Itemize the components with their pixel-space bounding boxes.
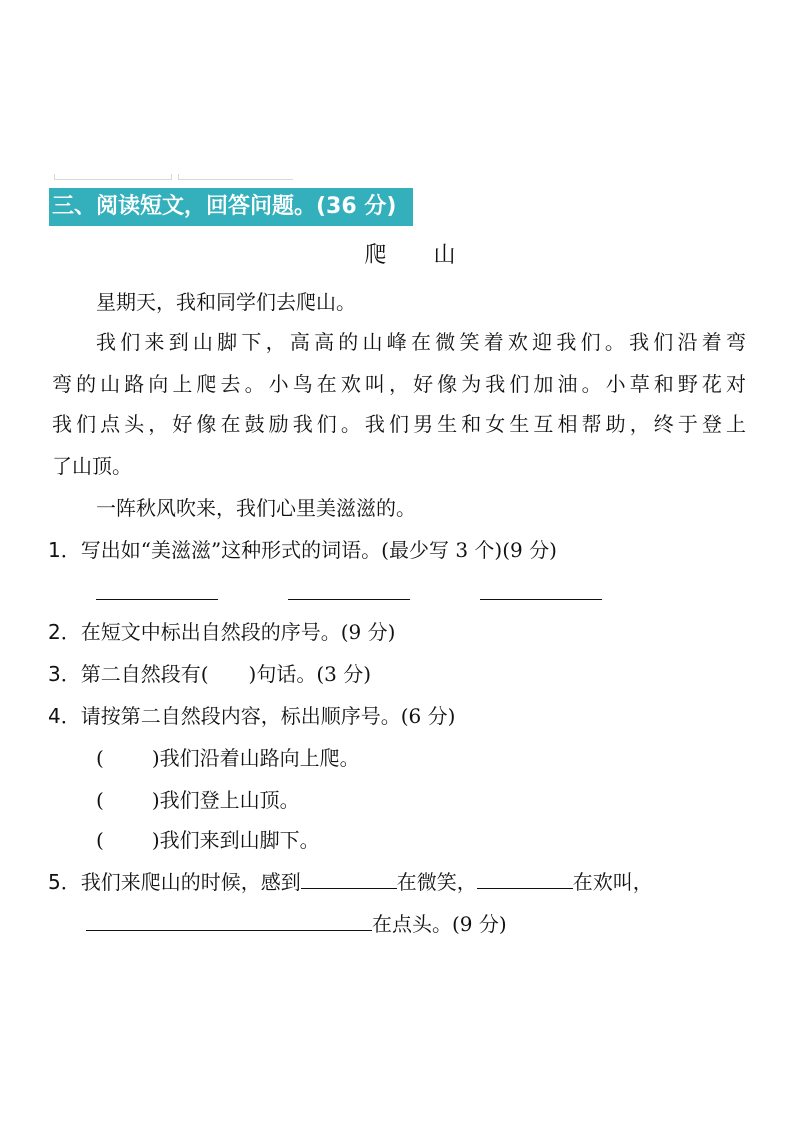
question-text-d: 在点头。(9 分) — [372, 912, 507, 936]
question-number: 4． — [48, 704, 81, 728]
answer-blank[interactable] — [477, 866, 573, 889]
question-number: 1． — [48, 538, 81, 562]
order-item-text: 我们登上山顶。 — [159, 788, 300, 812]
question-number: 3． — [48, 662, 81, 686]
question-1 — [48, 530, 557, 570]
order-item-text: 我们来到山脚下。 — [159, 828, 320, 852]
question-text: 在短文中标出自然段的序号。(9 分) — [80, 620, 396, 644]
question-number: 5． — [48, 870, 81, 894]
answer-blank[interactable] — [301, 866, 397, 889]
passage-title: 爬 山 — [364, 243, 476, 268]
order-close-paren: ) — [151, 788, 160, 812]
header-rule-right — [178, 174, 293, 180]
question-text-before: 第二自然段有( — [80, 662, 209, 686]
answer-blank[interactable] — [288, 598, 410, 600]
question-text-a: 我们来爬山的时候，感到 — [80, 870, 301, 894]
passage-paragraph-1: 星期天，我和同学们去爬山。 — [96, 290, 356, 314]
order-open-paren: ( — [96, 828, 104, 852]
order-close-paren: ) — [151, 746, 160, 770]
order-close-paren: ) — [151, 828, 160, 852]
question-text: 写出如“美滋滋”这种形式的词语。(最少写 3 个)(9 分) — [80, 538, 557, 562]
answer-blank[interactable] — [86, 908, 372, 931]
question-5 — [48, 862, 653, 902]
order-item — [96, 820, 320, 860]
answer-blank[interactable] — [96, 598, 218, 600]
order-open-paren: ( — [96, 746, 104, 770]
passage-paragraph-2-line-2: 弯的山路向上爬去。小鸟在欢叫，好像为我们加油。小草和野花对 — [52, 372, 746, 396]
question-4 — [48, 696, 455, 736]
order-item-text: 我们沿着山路向上爬。 — [159, 746, 360, 770]
question-number: 2． — [48, 620, 81, 644]
order-item — [96, 738, 360, 778]
question-text: 请按第二自然段内容，标出顺序号。(6 分) — [80, 704, 456, 728]
question-2 — [48, 612, 395, 652]
question-text-b: 在微笑， — [396, 870, 477, 894]
question-3 — [48, 654, 371, 694]
passage-paragraph-3: 一阵秋风吹来，我们心里美滋滋的。 — [96, 496, 416, 520]
order-open-paren: ( — [96, 788, 104, 812]
order-item — [96, 780, 300, 820]
passage-paragraph-2-line-3: 我们点头，好像在鼓励我们。我们男生和女生互相帮助，终于登上 — [52, 412, 746, 436]
section-heading: 三、阅读短文，回答问题。(36 分) — [49, 188, 413, 226]
passage-paragraph-2-line-1: 我们来到山脚下，高高的山峰在微笑着欢迎我们。我们沿着弯 — [96, 330, 746, 354]
header-rule-left — [54, 174, 172, 180]
passage-paragraph-2-line-4: 了山顶。 — [52, 454, 132, 478]
question-5-continued — [86, 904, 507, 944]
question-text-after: )句话。(3 分) — [248, 662, 372, 686]
answer-blank[interactable] — [480, 598, 602, 600]
question-text-c: 在欢叫， — [572, 870, 653, 894]
